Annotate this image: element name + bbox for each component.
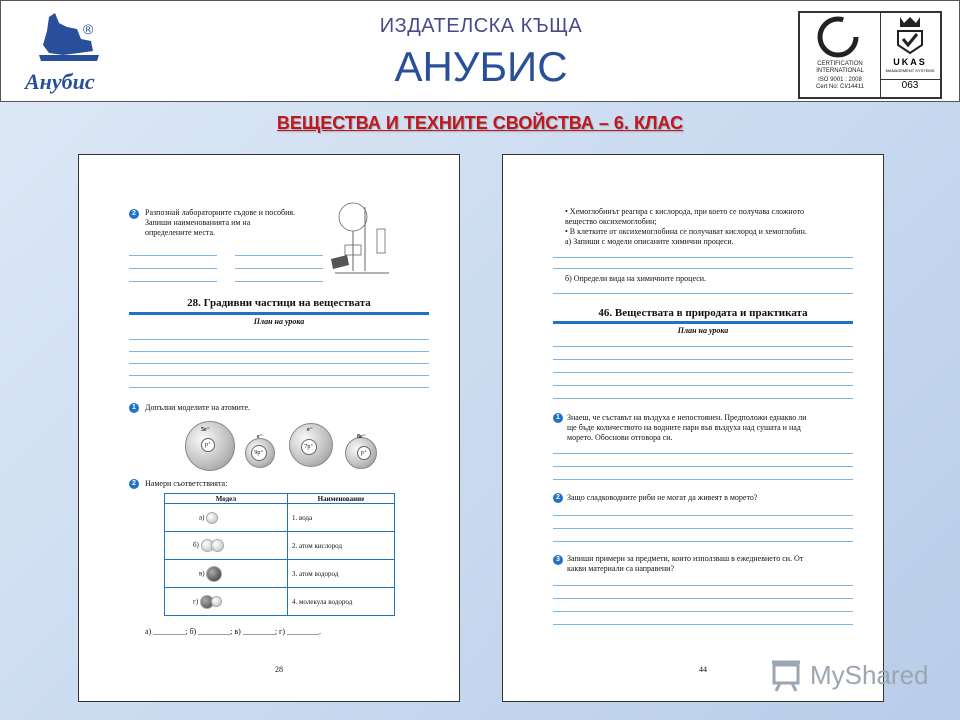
- answer-line: [553, 293, 853, 294]
- answer-line: [553, 585, 853, 586]
- question-number-badge: 3: [553, 555, 563, 565]
- certification-ring-icon: [800, 13, 880, 63]
- task-intro-line-1: Разпознай лабораторните съдове и пособия.: [145, 208, 296, 217]
- plan-line: [129, 387, 429, 388]
- atom-nucleus: p⁺: [201, 438, 215, 452]
- bullet-line: • В клетките от оксихемоглобина се получават кислород и хемоглобин.: [565, 227, 807, 236]
- question-2-text: Защо сладководните риби не могат да живеят в морето?: [567, 493, 758, 502]
- task-number-badge: 2: [129, 479, 139, 489]
- question-3-line: какви материали са направени?: [567, 564, 674, 573]
- bullet-line: вещество оксихемоглобин;: [565, 217, 657, 226]
- answer-line: [553, 466, 853, 467]
- plan-line: [553, 372, 853, 373]
- task-intro-line-3: определените места.: [145, 228, 216, 237]
- molecule-model-icon: [206, 512, 218, 524]
- ukas-number: 063: [880, 79, 940, 91]
- answer-line: [235, 268, 323, 269]
- lesson-plan-label: План на урока: [677, 326, 729, 335]
- answer-line-text: а) ________; б) ________; в) ________; г) ________.: [145, 627, 322, 636]
- task2-text: Намери съответствията:: [145, 479, 228, 488]
- atom-electron-label: e⁻: [257, 434, 263, 440]
- task-number-badge: 1: [129, 403, 139, 413]
- cert-line-3: ISO 9001 : 2008: [818, 77, 862, 83]
- textbook-page-left: [78, 154, 460, 702]
- part-b-text: б) Определи вида на химичните процеси.: [565, 274, 707, 283]
- lesson-title: 46. Веществата в природата и практиката: [598, 307, 808, 319]
- table-header-model: Модел: [165, 494, 288, 504]
- model-label: г): [193, 597, 199, 606]
- cert-line-1: CERTIFICATION: [817, 61, 863, 67]
- crown-check-icon: [880, 13, 940, 57]
- lesson-title: 28. Градивни частици на веществата: [187, 297, 371, 309]
- task-intro-line-2: Запиши наименованията им на: [145, 218, 251, 227]
- answer-line: [553, 541, 853, 542]
- answer-line: [235, 255, 323, 256]
- page-number: 28: [275, 665, 283, 674]
- task-number-badge: 2: [129, 209, 139, 219]
- publisher-title: АНУБИС: [394, 43, 568, 90]
- watermark-text: MyShared: [810, 660, 929, 690]
- anubis-logo: [19, 9, 129, 97]
- plan-line: [129, 375, 429, 376]
- question-3-line: Запиши примери за предмети, които използваш в ежедневието си. От: [567, 554, 804, 563]
- model-name: 4. молекула водород: [288, 588, 395, 616]
- answer-line: [129, 268, 217, 269]
- task1-text: Допълни моделите на атомите.: [145, 403, 251, 412]
- question-number-badge: 1: [553, 413, 563, 423]
- answer-line: [553, 479, 853, 480]
- answer-line: [553, 528, 853, 529]
- cert-line-4: Cert No: CI/14411: [816, 84, 864, 90]
- answer-line: [553, 515, 853, 516]
- atom-nucleus: 7p⁺: [301, 439, 317, 455]
- model-label: а): [199, 513, 205, 522]
- question-number-badge: 2: [553, 493, 563, 503]
- question-1-line: Знаеш, че съставът на въздуха е непостоянен. Предположи еднакво ли: [567, 413, 807, 422]
- bullet-line: • Хемоглобинът реагира с кислорода, при което се получава сложното: [565, 207, 804, 216]
- answer-line: [553, 257, 853, 258]
- table-row: [165, 560, 395, 588]
- molecule-model-icon: [211, 596, 222, 607]
- model-name: 3. атом водород: [288, 560, 395, 588]
- atom-electron-label: e⁻: [307, 427, 313, 433]
- table-header-name: Наименование: [288, 494, 395, 504]
- answer-line: [553, 598, 853, 599]
- plan-line: [553, 346, 853, 347]
- header-banner: [0, 0, 960, 102]
- answer-line: [553, 453, 853, 454]
- matching-table: [164, 493, 395, 616]
- lesson-title-rule: [129, 312, 429, 315]
- atom-nucleus: p⁺: [357, 446, 371, 460]
- table-row: [165, 588, 395, 616]
- molecule-model-icon: [206, 566, 222, 582]
- atom-electron-label: 8e⁻: [357, 434, 366, 440]
- model-label: б): [193, 541, 199, 550]
- certification-badge: [798, 11, 942, 99]
- molecule-model-icon: [211, 539, 224, 552]
- table-row: [165, 532, 395, 560]
- ukas-text: UKAS: [893, 57, 927, 67]
- svg-text:Анубис: Анубис: [25, 69, 95, 94]
- presentation-board-icon: [768, 658, 806, 692]
- textbook-page-right: [502, 154, 884, 702]
- answer-line: [553, 611, 853, 612]
- question-1-line: ще бъде количеството на водните пари във въздуха над сушата и над: [567, 423, 801, 432]
- answer-line: [553, 624, 853, 625]
- plan-line: [553, 398, 853, 399]
- plan-line: [129, 351, 429, 352]
- atom-electron-label: 5e⁻: [201, 427, 210, 433]
- plan-line: [553, 385, 853, 386]
- publisher-subtitle: ИЗДАТЕЛСКА КЪЩА: [379, 15, 583, 37]
- model-name: 2. атом кислород: [288, 532, 395, 560]
- lesson-title-rule: [553, 321, 853, 324]
- answer-line: [129, 255, 217, 256]
- model-name: 1. вода: [288, 504, 395, 532]
- answer-line: [235, 281, 323, 282]
- table-row: [165, 504, 395, 532]
- ukas-mark: [880, 13, 940, 97]
- plan-line: [553, 359, 853, 360]
- iso-cert: [800, 13, 881, 97]
- answer-line: [129, 281, 217, 282]
- answer-line: [553, 268, 853, 269]
- model-label: в): [199, 569, 205, 578]
- bullet-line: а) Запиши с модели описаните химични процеси.: [565, 237, 734, 246]
- plan-line: [129, 339, 429, 340]
- cert-line-2: INTERNATIONAL: [816, 68, 864, 74]
- lab-equipment-illustration: [325, 199, 395, 277]
- lesson-plan-label: План на урока: [253, 317, 305, 326]
- registered-mark: ®: [83, 21, 94, 37]
- question-1-line: морето. Обоснови отговора си.: [567, 433, 673, 442]
- ukas-sub: MANAGEMENT SYSTEMS: [885, 68, 935, 73]
- anubis-emblem-icon: [19, 9, 129, 97]
- atom-nucleus: 9p⁺: [251, 445, 267, 461]
- slide-title: ВЕЩЕСТВА И ТЕХНИТЕ СВОЙСТВА – 6. КЛАС: [276, 113, 684, 133]
- plan-line: [129, 363, 429, 364]
- page-number: 44: [699, 665, 707, 674]
- myshared-watermark: [768, 658, 928, 694]
